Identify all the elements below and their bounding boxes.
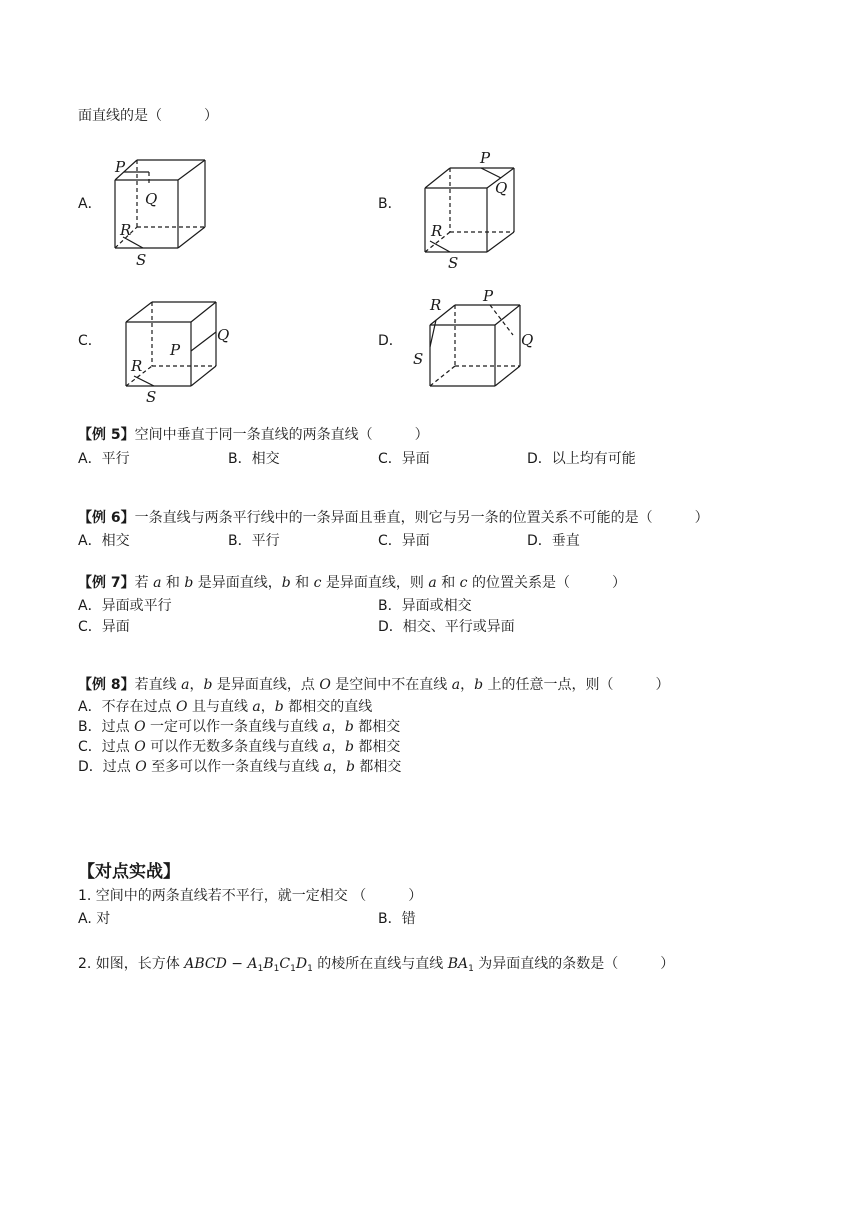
point-label: S xyxy=(448,254,459,272)
subscript: 1 xyxy=(468,964,474,974)
example-text: 一条直线与两条平行线中的一条异面且垂直，则它与另一条的位置关系不可能的是（ ） xyxy=(134,510,709,526)
point-label: Q xyxy=(217,326,230,344)
cube-figure-d xyxy=(410,285,550,395)
point-label: R xyxy=(430,296,442,314)
option-d-label: D． xyxy=(378,333,403,349)
math-var: B xyxy=(263,956,274,972)
math-var: b xyxy=(281,575,291,591)
section-heading: 【对点实战】 xyxy=(78,862,180,882)
example-text: 空间中垂直于同一条直线的两条直线（ ） xyxy=(134,427,429,443)
text: 的位置关系是（ ） xyxy=(467,575,626,591)
text: 和 xyxy=(436,575,460,591)
text: B．过点 xyxy=(78,719,135,735)
option xyxy=(78,718,400,736)
text: ， xyxy=(330,739,345,755)
math-var: b xyxy=(345,759,355,775)
example-tag: 【例 6】 xyxy=(78,510,135,526)
math-var: b xyxy=(474,677,484,693)
math-var: O xyxy=(176,699,188,715)
math-var: a xyxy=(428,575,437,591)
example-tag: 【例 7】 xyxy=(78,575,135,591)
text: ， xyxy=(260,699,275,715)
cube-figure-a xyxy=(105,155,225,270)
text: 的棱所在直线与直线 xyxy=(312,956,448,972)
text: 2. 如图，长方体 xyxy=(78,956,185,972)
option: A. 对 xyxy=(78,911,111,927)
cube-figure-c xyxy=(118,296,248,406)
example-7-stem xyxy=(78,574,626,592)
point-label: P xyxy=(480,149,491,167)
text: 和 xyxy=(161,575,185,591)
example-tag: 【例 8】 xyxy=(78,677,135,693)
text: 都相交 xyxy=(353,739,401,755)
option xyxy=(78,738,400,756)
math-var: O xyxy=(134,719,146,735)
option: C．异面 xyxy=(378,451,430,467)
question-stem-tail: 面直线的是（ ） xyxy=(78,108,218,124)
option: D．相交、平行或异面 xyxy=(378,619,515,635)
text: ， xyxy=(460,677,475,693)
point-label: R xyxy=(120,221,132,239)
option: C．异面 xyxy=(78,619,130,635)
text: 是异面直线，点 xyxy=(212,677,320,693)
subscript: 1 xyxy=(257,964,264,974)
text: 若 xyxy=(134,575,154,591)
math-var: b xyxy=(344,719,354,735)
option xyxy=(78,698,372,716)
example-6-stem xyxy=(78,509,709,527)
text: 都相交的直线 xyxy=(283,699,373,715)
point-label: Q xyxy=(495,179,508,197)
math-var: b xyxy=(344,739,354,755)
option xyxy=(78,758,401,776)
math-var: C xyxy=(279,956,291,972)
point-label: S xyxy=(146,388,157,406)
point-label: Q xyxy=(521,331,534,349)
point-label: P xyxy=(115,158,126,176)
example-tag: 【例 5】 xyxy=(78,427,135,443)
option: D．以上均有可能 xyxy=(527,451,636,467)
text: 至多可以作一条直线与直线 xyxy=(146,759,324,775)
cube-figure-b xyxy=(410,148,540,273)
math-var: b xyxy=(203,677,213,693)
point-label: R xyxy=(131,357,143,375)
math-var: a xyxy=(153,575,162,591)
option: C．异面 xyxy=(378,533,430,549)
text: C．过点 xyxy=(78,739,135,755)
point-label: S xyxy=(136,251,147,269)
option-b-label: B． xyxy=(378,196,402,212)
math-expr: ABCD − A xyxy=(184,956,258,972)
point-label: S xyxy=(413,350,424,368)
math-var: D xyxy=(295,956,308,972)
option: B．错 xyxy=(378,911,416,927)
text: 都相交 xyxy=(353,719,401,735)
text: 可以作无数多条直线与直线 xyxy=(145,739,323,755)
text: 是空间中不在直线 xyxy=(330,677,452,693)
option: A．相交 xyxy=(78,533,130,549)
math-var: a xyxy=(322,739,331,755)
option: D．垂直 xyxy=(527,533,580,549)
point-label: P xyxy=(170,341,181,359)
math-var: c xyxy=(459,575,468,591)
option-c-label: C． xyxy=(78,333,102,349)
option: B．异面或相交 xyxy=(378,598,472,614)
math-var: a xyxy=(181,677,190,693)
subscript: 1 xyxy=(273,964,280,974)
math-var: a xyxy=(322,719,331,735)
point-label: R xyxy=(431,222,443,240)
question-2-stem xyxy=(78,955,674,978)
text: 都相交 xyxy=(354,759,402,775)
text: 是异面直线， xyxy=(193,575,282,591)
text: 一定可以作一条直线与直线 xyxy=(145,719,323,735)
question-1-stem: 1. 空间中的两条直线若不平行，就一定相交 （ ） xyxy=(78,888,423,904)
math-var: a xyxy=(451,677,461,693)
subscript: 1 xyxy=(307,964,313,974)
math-var: a xyxy=(252,699,261,715)
subscript: 1 xyxy=(290,964,296,974)
math-var: a xyxy=(323,759,332,775)
option: B．相交 xyxy=(228,451,280,467)
point-label: P xyxy=(483,287,494,305)
option: A．平行 xyxy=(78,451,130,467)
text: 为异面直线的条数是（ ） xyxy=(473,956,675,972)
text: 和 xyxy=(290,575,314,591)
text: 是异面直线，则 xyxy=(321,575,429,591)
math-var: O xyxy=(134,739,146,755)
text: 若直线 xyxy=(134,677,182,693)
text: 且与直线 xyxy=(187,699,253,715)
example-8-stem xyxy=(78,676,669,694)
option: B．平行 xyxy=(228,533,280,549)
text: ， xyxy=(189,677,204,693)
text: ， xyxy=(331,759,346,775)
text: ， xyxy=(330,719,345,735)
math-var: c xyxy=(313,575,322,591)
math-var: O xyxy=(135,759,147,775)
text: 上的任意一点，则（ ） xyxy=(483,677,670,693)
text: A．不存在过点 xyxy=(78,699,177,715)
math-var: b xyxy=(274,699,284,715)
option: A．异面或平行 xyxy=(78,598,172,614)
option-a-label: A． xyxy=(78,196,102,212)
math-var: O xyxy=(319,677,331,693)
math-var: b xyxy=(184,575,194,591)
point-label: Q xyxy=(145,190,158,208)
text: D．过点 xyxy=(78,759,136,775)
example-5-stem xyxy=(78,426,429,444)
math-expr: BA xyxy=(447,956,469,972)
